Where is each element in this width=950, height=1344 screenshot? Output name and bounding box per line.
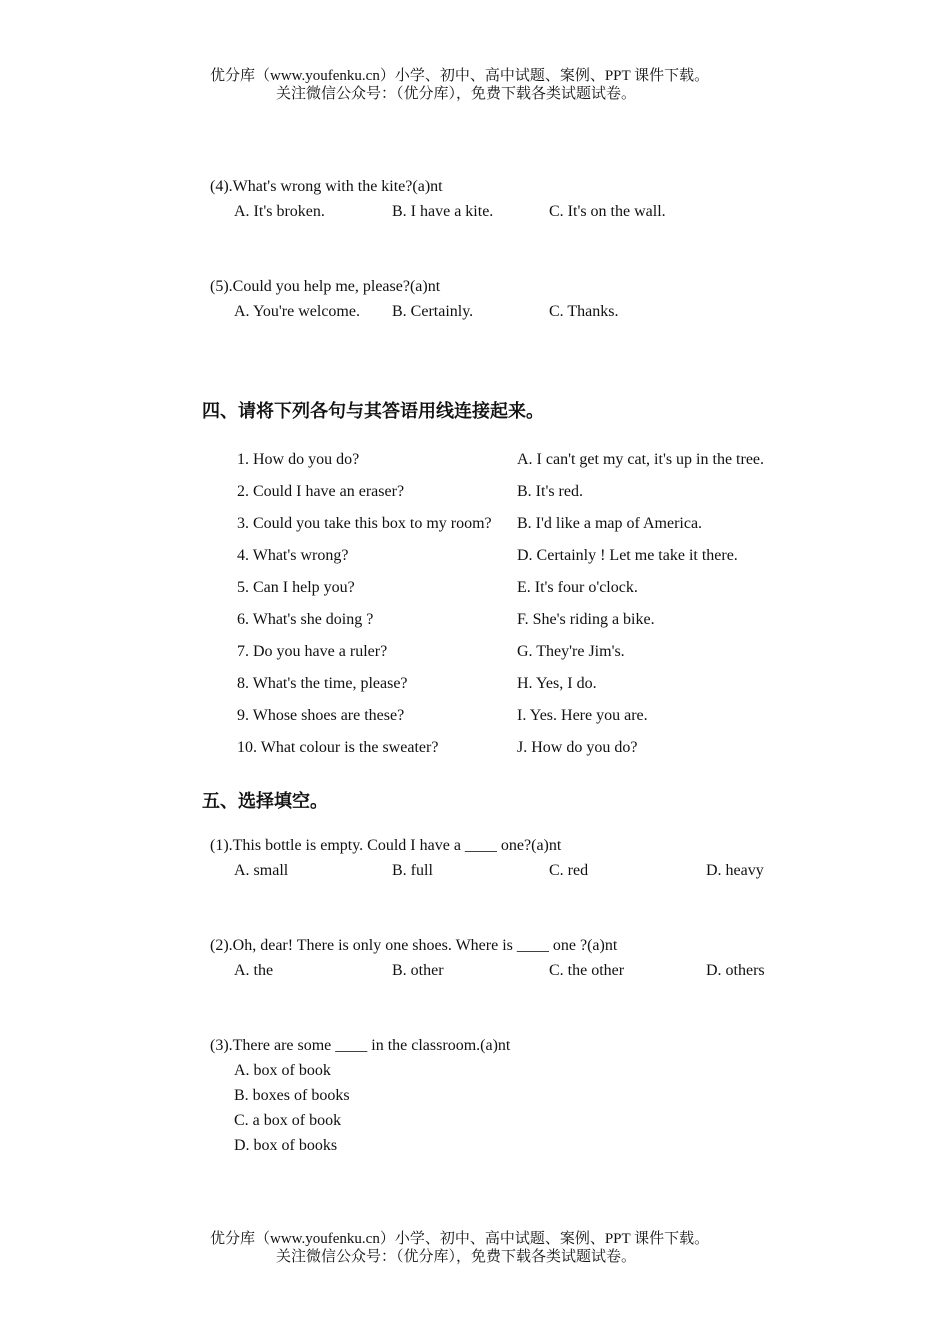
match-right-9: I. Yes. Here you are. [517, 707, 648, 724]
match-left-2: 2. Could I have an eraser? [237, 483, 405, 500]
question-5-option-a: A. You're welcome. [234, 303, 360, 320]
match-right-6: F. She's riding a bike. [517, 611, 655, 628]
s5-question-3-option-d: D. box of books [234, 1137, 338, 1154]
match-right-5: E. It's four o'clock. [517, 579, 638, 596]
section-5-title: 五、选择填空。 [202, 791, 328, 812]
match-right-4: D. Certainly ! Let me take it there. [517, 547, 738, 564]
s5-question-2-option-b: B. other [392, 962, 444, 979]
s5-question-2-stem: (2).Oh, dear! There is only one shoes. Where is ____ one ?(a)nt [210, 937, 618, 954]
match-left-4: 4. What's wrong? [237, 547, 349, 564]
footer-line-1: 优分库（www.youfenku.cn）小学、初中、高中试题、案例、PPT 课件下载。 [210, 1231, 710, 1247]
match-left-10: 10. What colour is the sweater? [237, 739, 439, 756]
s5-question-1-option-b: B. full [392, 862, 433, 879]
s5-question-1-option-a: A. small [234, 862, 289, 879]
s5-question-1-stem: (1).This bottle is empty. Could I have a ____ one?(a)nt [210, 837, 562, 854]
s5-question-1-option-d: D. heavy [706, 862, 764, 879]
question-5-option-c: C. Thanks. [549, 303, 619, 320]
s5-question-3-stem: (3).There are some ____ in the classroom.(a)nt [210, 1037, 511, 1054]
question-4-option-b: B. I have a kite. [392, 203, 494, 220]
s5-question-3-option-a: A. box of book [234, 1062, 331, 1079]
match-right-7: G. They're Jim's. [517, 643, 625, 660]
match-left-3: 3. Could you take this box to my room? [237, 515, 492, 532]
question-5-stem: (5).Could you help me, please?(a)nt [210, 278, 441, 295]
match-left-7: 7. Do you have a ruler? [237, 643, 388, 660]
match-right-2: B. It's red. [517, 483, 583, 500]
question-4-stem: (4).What's wrong with the kite?(a)nt [210, 178, 443, 195]
s5-question-2-option-d: D. others [706, 962, 765, 979]
s5-question-3-option-b: B. boxes of books [234, 1087, 350, 1104]
match-right-1: A. I can't get my cat, it's up in the tree. [517, 451, 765, 468]
match-left-9: 9. Whose shoes are these? [237, 707, 405, 724]
match-left-6: 6. What's she doing ? [237, 611, 374, 628]
header-line-2: 关注微信公众号：（优分库），免费下载各类试题试卷。 [276, 86, 637, 102]
footer-line-2: 关注微信公众号：（优分库），免费下载各类试题试卷。 [276, 1249, 637, 1265]
s5-question-1-option-c: C. red [549, 862, 589, 879]
s5-question-3-option-c: C. a box of book [234, 1112, 342, 1129]
match-left-8: 8. What's the time, please? [237, 675, 408, 692]
question-5-option-b: B. Certainly. [392, 303, 474, 320]
match-right-10: J. How do you do? [517, 739, 638, 756]
match-right-8: H. Yes, I do. [517, 675, 597, 692]
match-left-5: 5. Can I help you? [237, 579, 355, 596]
s5-question-2-option-a: A. the [234, 962, 274, 979]
header-line-1: 优分库（www.youfenku.cn）小学、初中、高中试题、案例、PPT 课件下载。 [210, 68, 710, 84]
question-4-option-a: A. It's broken. [234, 203, 325, 220]
question-4-option-c: C. It's on the wall. [549, 203, 666, 220]
s5-question-2-option-c: C. the other [549, 962, 625, 979]
match-left-1: 1. How do you do? [237, 451, 360, 468]
match-right-3: B. I'd like a map of America. [517, 515, 703, 532]
section-4-title: 四、请将下列各句与其答语用线连接起来。 [202, 401, 544, 422]
